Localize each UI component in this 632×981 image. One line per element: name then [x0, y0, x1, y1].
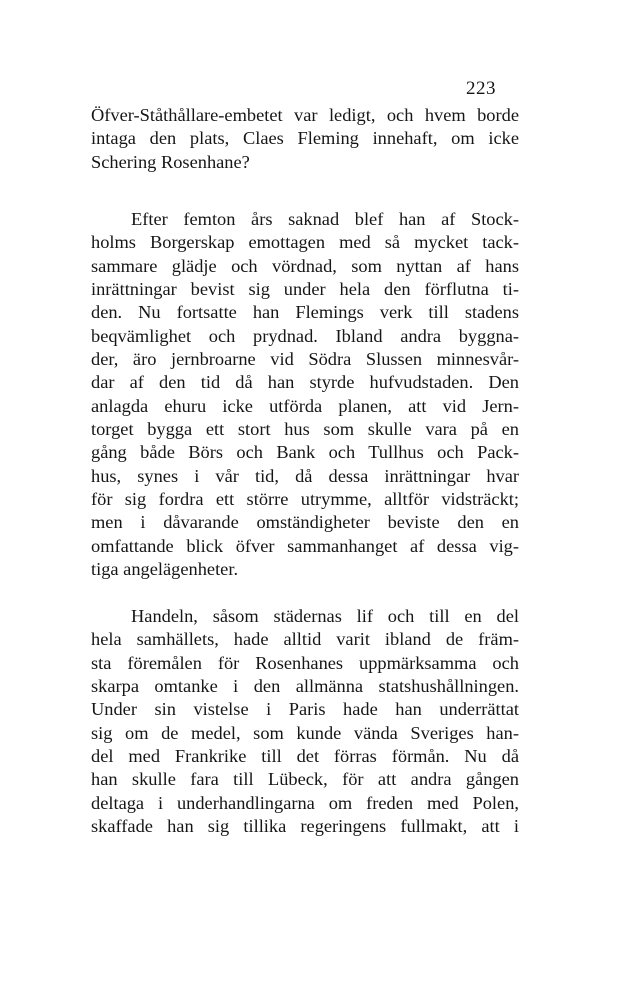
text-line: deltaga i underhandlingarna om freden med Polen, — [91, 792, 519, 813]
paragraph-stockholm — [91, 208, 519, 582]
text-line: Handeln, såsom städernas lif och till en del — [131, 606, 519, 626]
text-line: den. Nu fortsatte han Flemings verk till stadens — [91, 302, 519, 323]
text-line: hus, synes i vår tid, då dessa inrättningar hvar — [91, 465, 519, 486]
text-line: del med Frankrike till det förras förmån. Nu då — [91, 746, 519, 767]
text-line: inrättningar bevist sig under hela den förflutna ti- — [91, 279, 519, 300]
text-line: Öfver-Ståthållare-embetet var ledigt, och hvem borde — [91, 105, 519, 125]
text-line: der, äro jernbroarne vid Södra Slussen minnesvår- — [91, 349, 519, 370]
text-line: intaga den plats, Claes Fleming innehaft, om icke — [91, 128, 519, 149]
page-number: 223 — [466, 78, 496, 99]
text-line: hela samhällets, hade alltid varit ibland de främ- — [91, 629, 519, 650]
text-line: för sig fordra ett större utrymme, alltför vidsträckt; — [91, 489, 519, 510]
text-line: men i dåvarande omständigheter beviste den en — [91, 512, 519, 533]
text-line: Under sin vistelse i Paris hade han underrättat — [91, 699, 519, 720]
text-line: omfattande blick öfver sammanhanget af dessa vig- — [91, 535, 519, 556]
text-line: sta föremålen för Rosenhanes uppmärksamma och — [91, 652, 519, 673]
text-line: beqvämlighet och prydnad. Ibland andra byggna- — [91, 325, 519, 346]
paragraph-continuation — [91, 104, 519, 174]
text-line: skarpa omtanke i den allmänna statshushållningen. — [91, 676, 519, 697]
text-line: torget bygga ett stort hus som skulle vara på en — [91, 419, 519, 440]
text-line: dar af den tid då han styrde hufvudstaden. Den — [91, 372, 519, 393]
text-line: Efter femton års saknad blef han af Stock- — [131, 209, 519, 229]
text-line: han skulle fara till Lübeck, för att andra gången — [91, 769, 519, 790]
text-line: anlagda ehuru icke utförda planen, att vid Jern- — [91, 395, 519, 416]
paragraph-trade — [91, 605, 519, 838]
text-line: skaffade han sig tillika regeringens fullmakt, att i — [91, 816, 519, 837]
text-line: gång både Börs och Bank och Tullhus och Pack- — [91, 442, 519, 463]
text-line: sammare glädje och vördnad, som nyttan af hans — [91, 255, 519, 276]
text-line: holms Borgerskap emottagen med så mycket tack- — [91, 232, 519, 253]
text-line: Schering Rosenhane? — [91, 151, 250, 172]
text-line: tiga angelägenheter. — [91, 559, 239, 580]
text-line: sig om de medel, som kunde vända Sveriges han- — [91, 722, 519, 743]
